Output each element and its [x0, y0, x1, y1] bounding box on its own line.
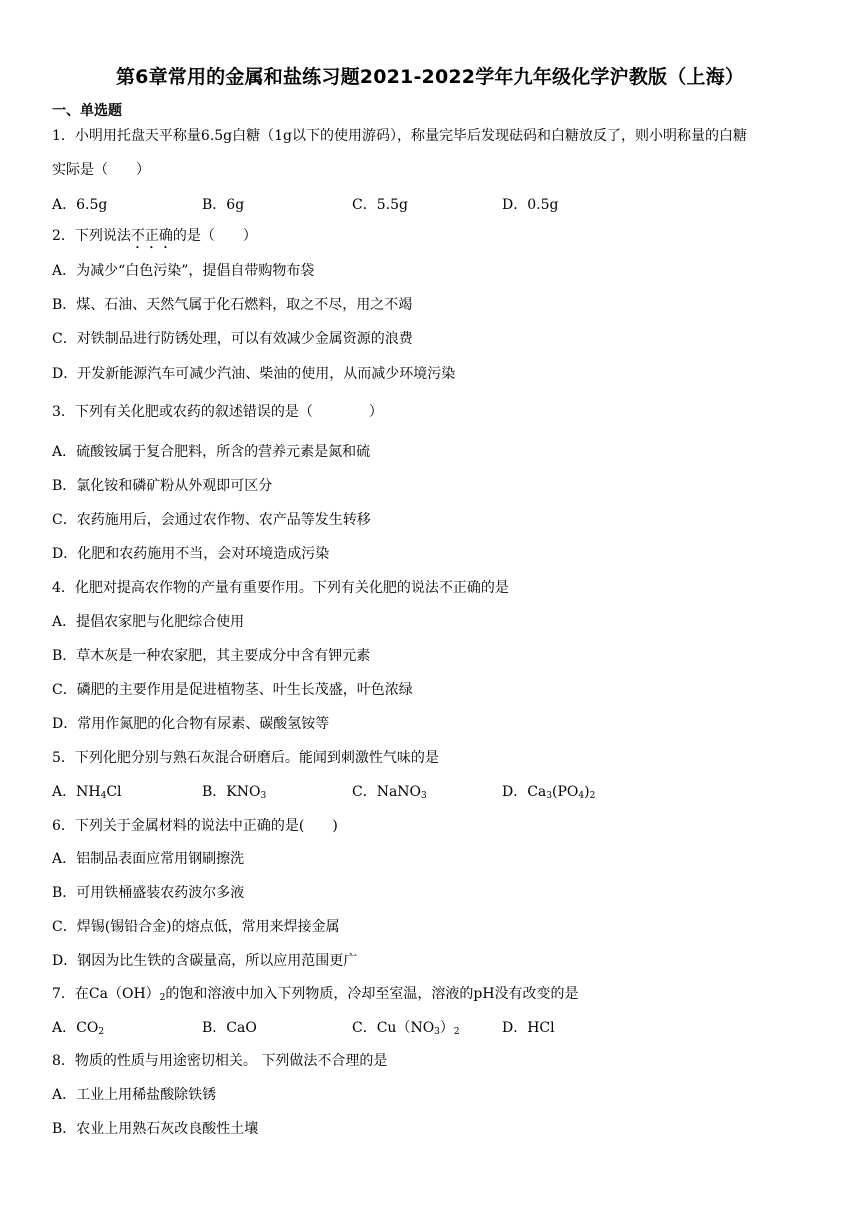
question-7-options — [52, 1019, 772, 1037]
question-6-option-a: A．铝制品表面应常用钢刷擦洗 — [52, 851, 245, 867]
question-7-option-d: D．HCl — [502, 1020, 555, 1036]
question-2-option-c: C．对铁制品进行防锈处理，可以有效减少金属资源的浪费 — [52, 331, 413, 347]
question-1-option-a: A．6.5g — [52, 197, 108, 213]
question-4-option-b: B．草木灰是一种农家肥，其主要成分中含有钾元素 — [52, 648, 371, 664]
question-4-option-a: A．提倡农家肥与化肥综合使用 — [52, 614, 245, 630]
question-6-option-d: D．钢因为比生铁的含碳量高，所以应用范围更广 — [52, 953, 358, 969]
question-1-stem-line-2: 实际是（ ） — [52, 162, 150, 178]
question-8-option-b: B．农业上用熟石灰改良酸性土壤 — [52, 1121, 259, 1137]
question-2-option-a: A．为减少“白色污染”，提倡自带购物布袋 — [52, 263, 315, 279]
question-7-stem: 7．在$Ca(OH)_2$的饱和溶液中加入下列物质，冷却至室温，溶液的pH没有改变的是 — [52, 986, 579, 1003]
question-1-option-c: C．5.5g — [352, 197, 408, 213]
question-1-stem-line-1: 1．小明用托盘天平称量6.5g白糖（1g以下的使用游码），称量完毕后发现砝码和白糖放反了，则小明称量的白糖 — [52, 128, 748, 144]
question-2-stem — [52, 227, 257, 252]
question-3-option-d: D．化肥和农药施用不当，会对环境造成污染 — [52, 546, 330, 562]
section-heading: 一、单选题 — [52, 103, 122, 119]
question-2-stem-emphasis: 不正确 — [130, 228, 173, 244]
question-5-option-b: B．$KNO_3$ — [202, 784, 267, 801]
question-3-option-a: A．硫酸铵属于复合肥料，所含的营养元素是氮和硫 — [52, 444, 371, 460]
question-5-options — [52, 783, 772, 801]
question-2-option-b: B．煤、石油、天然气属于化石燃料，取之不尽，用之不竭 — [52, 297, 413, 313]
question-4-option-d: D．常用作氮肥的化合物有尿素、碳酸氢铵等 — [52, 716, 330, 732]
question-4-stem: 4．化肥对提高农作物的产量有重要作用。下列有关化肥的说法不正确的是 — [52, 580, 509, 596]
question-1-option-b: B．6g — [202, 197, 245, 213]
question-7-option-c: C．$Cu(NO_3)_2$ — [352, 1020, 460, 1037]
question-2-option-d: D．开发新能源汽车可减少汽油、柴油的使用，从而减少环境污染 — [52, 366, 456, 382]
question-6-option-b: B．可用铁桶盛装农药波尔多液 — [52, 885, 245, 901]
question-5-option-d: D．$Ca_3(PO_4)_2$ — [502, 784, 596, 801]
question-6-option-c: C．焊锡(锡铅合金)的熔点低，常用来焊接金属 — [52, 919, 340, 935]
question-5-option-a: A．$NH_4Cl$ — [52, 784, 122, 801]
question-1-option-d: D．0.5g — [502, 197, 559, 213]
question-2-stem-prefix: 2．下列说法 — [52, 228, 131, 244]
question-3-option-b: B．氯化铵和磷矿粉从外观即可区分 — [52, 478, 273, 494]
question-4-option-c: C．磷肥的主要作用是促进植物茎、叶生长茂盛，叶色浓绿 — [52, 682, 413, 698]
question-3-option-c: C．农药施用后，会通过农作物、农产品等发生转移 — [52, 512, 371, 528]
question-7-option-b: B．CaO — [202, 1020, 257, 1036]
question-5-option-c: C．NaNO$_3$ — [352, 784, 427, 801]
question-1-options — [52, 196, 772, 214]
document-title: 第6章常用的金属和盐练习题2021-2022学年九年级化学沪教版（上海） — [115, 66, 745, 88]
question-8-option-a: A．工业上用稀盐酸除铁锈 — [52, 1087, 217, 1103]
question-5-stem: 5．下列化肥分别与熟石灰混合研磨后。能闻到刺激性气味的是 — [52, 750, 439, 766]
question-7-option-a: A．$CO_2$ — [52, 1020, 105, 1037]
question-2-stem-suffix: 的是（ ） — [172, 228, 257, 244]
question-3-stem: 3．下列有关化肥或农药的叙述错误的是（ ） — [52, 404, 383, 420]
question-6-stem: 6．下列关于金属材料的说法中正确的是( ) — [52, 818, 338, 834]
question-8-stem: 8．物质的性质与用途密切相关。 下列做法不合理的是 — [52, 1053, 388, 1069]
